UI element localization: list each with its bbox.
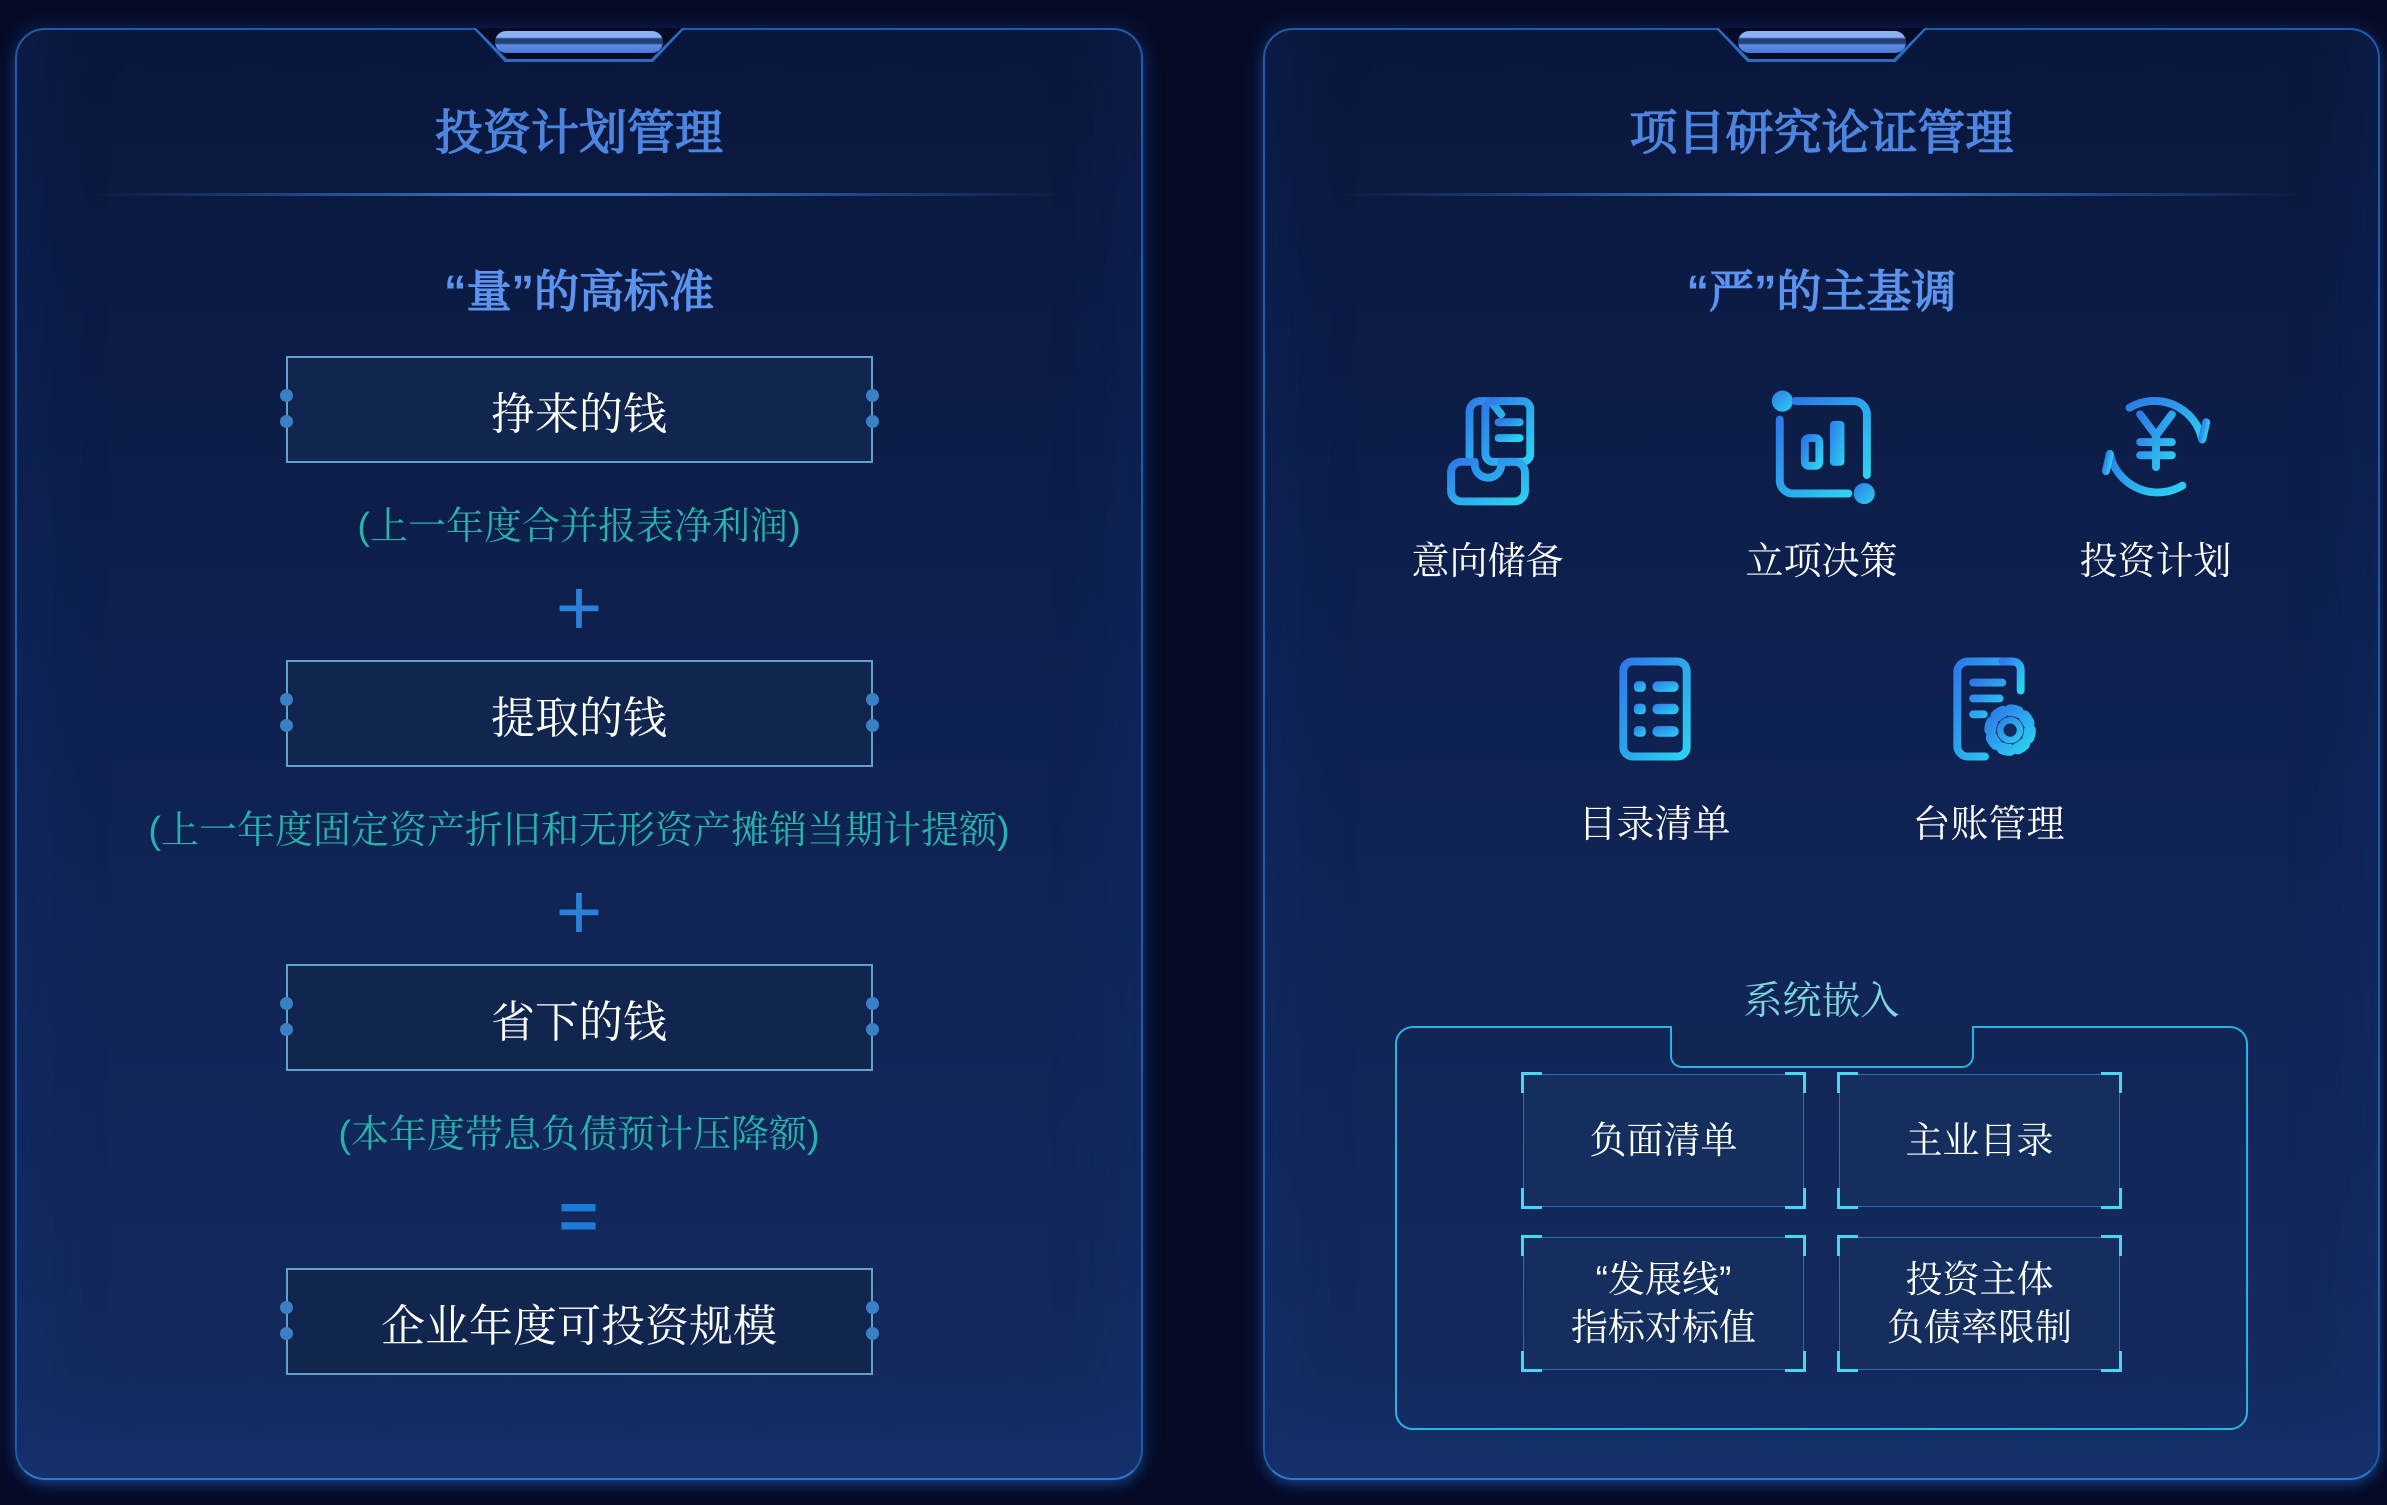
panel-title: 项目研究论证管理 [1629, 107, 2014, 160]
bar-chart-icon [1756, 380, 1888, 512]
plus-operator: + [555, 563, 603, 653]
corner-bracket [1785, 1188, 1806, 1209]
feature-label: 意向储备 [1411, 541, 1564, 584]
title-divider [1340, 193, 2303, 196]
embed-box-debt-ratio-limit [1839, 1237, 2120, 1370]
embed-box-label: 负债率限制 [1887, 1306, 2072, 1348]
flow-note: (上一年度固定资产折旧和无形资产摊销当期计提额) [148, 810, 1010, 853]
connector-dot [866, 997, 879, 1010]
notch-handle [495, 31, 663, 53]
yen-cycle-icon [2090, 380, 2222, 512]
feature-project-decision [1697, 380, 1947, 585]
connector-dot [866, 1023, 879, 1036]
corner-bracket [1837, 1351, 1858, 1372]
feature-label: 台账管理 [1912, 804, 2065, 847]
embed-grid [1397, 1074, 2246, 1370]
corner-bracket [2101, 1188, 2122, 1209]
flow-box-saved [286, 964, 873, 1071]
embed-title: 系统嵌入 [1743, 980, 1900, 1024]
flow-box-label: 挣来的钱 [491, 389, 667, 439]
connector-dot [866, 719, 879, 732]
features-row-2 [1265, 643, 2378, 848]
flow-box-label: 企业年度可投资规模 [381, 1301, 777, 1351]
flow-note: (上一年度合并报表净利润) [357, 506, 801, 549]
feature-investment-plan [2031, 380, 2281, 585]
flow-box-label: 提取的钱 [491, 693, 667, 743]
corner-bracket [1521, 1235, 1542, 1256]
embed-notch [1670, 1026, 1974, 1068]
feature-ledger-management [1864, 643, 2114, 848]
connector-dot [280, 1327, 293, 1340]
embed-section [1395, 980, 2248, 1430]
embed-box-main-catalog [1839, 1074, 2120, 1207]
panel-subtitle: “量”的高标准 [443, 266, 714, 318]
connector-dot [866, 1327, 879, 1340]
embed-box-label: 投资主体 [1905, 1259, 2054, 1301]
project-research-panel [1263, 28, 2380, 1480]
connector-dot [280, 1023, 293, 1036]
corner-bracket [1837, 1072, 1858, 1093]
feature-label: 目录清单 [1578, 804, 1731, 847]
embed-box-label: “发展线” [1595, 1259, 1732, 1301]
corner-bracket [1521, 1188, 1542, 1209]
flow-box-total [286, 1268, 873, 1375]
corner-bracket [1837, 1235, 1858, 1256]
connector-dot [866, 693, 879, 706]
corner-bracket [2101, 1235, 2122, 1256]
connector-dot [280, 693, 293, 706]
investment-plan-panel [15, 28, 1143, 1480]
flow-box-earned [286, 356, 873, 463]
title-divider [92, 193, 1066, 196]
feature-intention-reserve [1363, 380, 1613, 585]
connector-dot [280, 1301, 293, 1314]
embed-box-label: 指标对标值 [1571, 1306, 1756, 1348]
feature-label: 立项决策 [1745, 541, 1898, 584]
connector-dot [280, 719, 293, 732]
notch-handle [1738, 31, 1906, 53]
embed-box-development-line [1523, 1237, 1804, 1370]
corner-bracket [1785, 1072, 1806, 1093]
plus-operator: + [555, 867, 603, 957]
connector-dot [866, 389, 879, 402]
connector-dot [280, 389, 293, 402]
embed-box-negative-list [1523, 1074, 1804, 1207]
flow-note: (本年度带息负债预计压降额) [338, 1114, 820, 1157]
embed-box-label: 负面清单 [1589, 1119, 1738, 1161]
list-icon [1589, 643, 1721, 775]
connector-dot [866, 415, 879, 428]
corner-bracket [2101, 1351, 2122, 1372]
panel-title: 投资计划管理 [434, 107, 723, 160]
corner-bracket [1785, 1235, 1806, 1256]
equals-operator: = [558, 1178, 600, 1255]
panel-top-notch [1716, 28, 1928, 62]
connector-dot [280, 415, 293, 428]
corner-bracket [1785, 1351, 1806, 1372]
corner-bracket [1837, 1188, 1858, 1209]
archive-folder-icon [1422, 380, 1554, 512]
connector-dot [280, 997, 293, 1010]
flow-box-label: 省下的钱 [491, 997, 667, 1047]
features-row-1 [1265, 380, 2378, 585]
doc-gear-icon [1923, 643, 2055, 775]
corner-bracket [1521, 1351, 1542, 1372]
feature-catalog-list [1530, 643, 1780, 848]
panel-top-notch [473, 28, 685, 62]
embed-box-label: 主业目录 [1905, 1119, 2054, 1161]
connector-dot [866, 1301, 879, 1314]
corner-bracket [1521, 1072, 1542, 1093]
flow-box-withdrawn [286, 660, 873, 767]
corner-bracket [2101, 1072, 2122, 1093]
feature-label: 投资计划 [2079, 541, 2232, 584]
panel-subtitle: “严”的主基调 [1686, 266, 1957, 318]
